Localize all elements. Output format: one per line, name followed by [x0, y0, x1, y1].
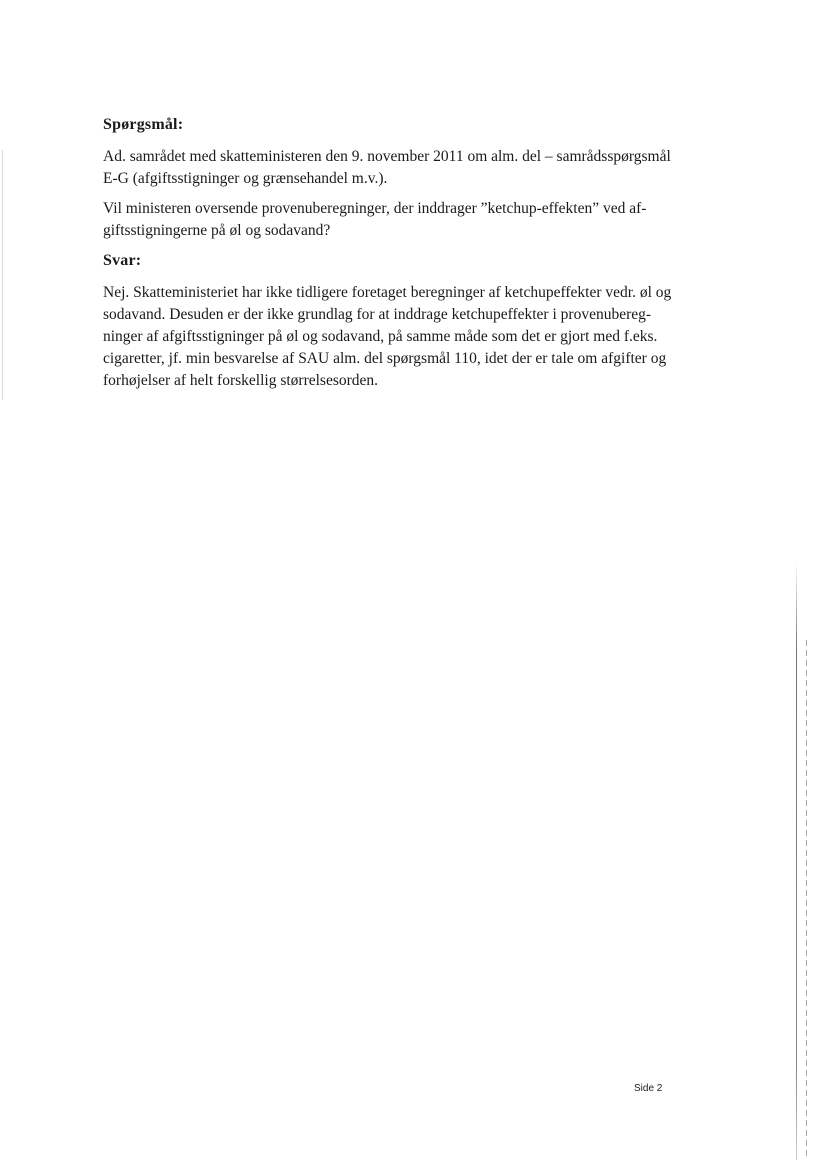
text-line: E-G (afgiftsstigninger og grænsehandel m.v.).: [103, 170, 388, 187]
page-number: Side 2: [634, 1083, 663, 1094]
question-heading: Spørgsmål:: [103, 116, 184, 133]
text-line: sodavand. Desuden er der ikke grundlag for at inddrage ketchupeffekter i provenubereg-: [103, 306, 652, 323]
answer-heading: Svar:: [103, 252, 142, 269]
text-line: giftsstigningerne på øl og sodavand?: [103, 222, 331, 239]
text-line: Nej. Skatteministeriet har ikke tidligere foretaget beregninger af ketchupeffekter vedr. øl og: [103, 284, 672, 301]
scan-artifact: [806, 640, 807, 1160]
scan-artifact: [2, 150, 3, 400]
answer-paragraph: [103, 282, 683, 392]
scan-artifact: [796, 560, 797, 1160]
question-paragraph-2: [103, 198, 683, 242]
text-line: cigaretter, jf. min besvarelse af SAU alm. del spørgsmål 110, idet der er tale om afgifter og: [103, 350, 667, 367]
question-paragraph-1: [103, 146, 683, 190]
text-line: Ad. samrådet med skatteministeren den 9. november 2011 om alm. del – samrådsspørgsmål: [103, 148, 671, 165]
document-body: [103, 114, 683, 400]
text-line: ninger af afgiftsstigninger på øl og sodavand, på samme måde som det er gjort med f.eks.: [103, 328, 658, 345]
text-line: Vil ministeren oversende provenuberegninger, der inddrager ”ketchup-effekten” ved af-: [103, 200, 647, 217]
text-line: forhøjelser af helt forskellig størrelsesorden.: [103, 372, 379, 389]
